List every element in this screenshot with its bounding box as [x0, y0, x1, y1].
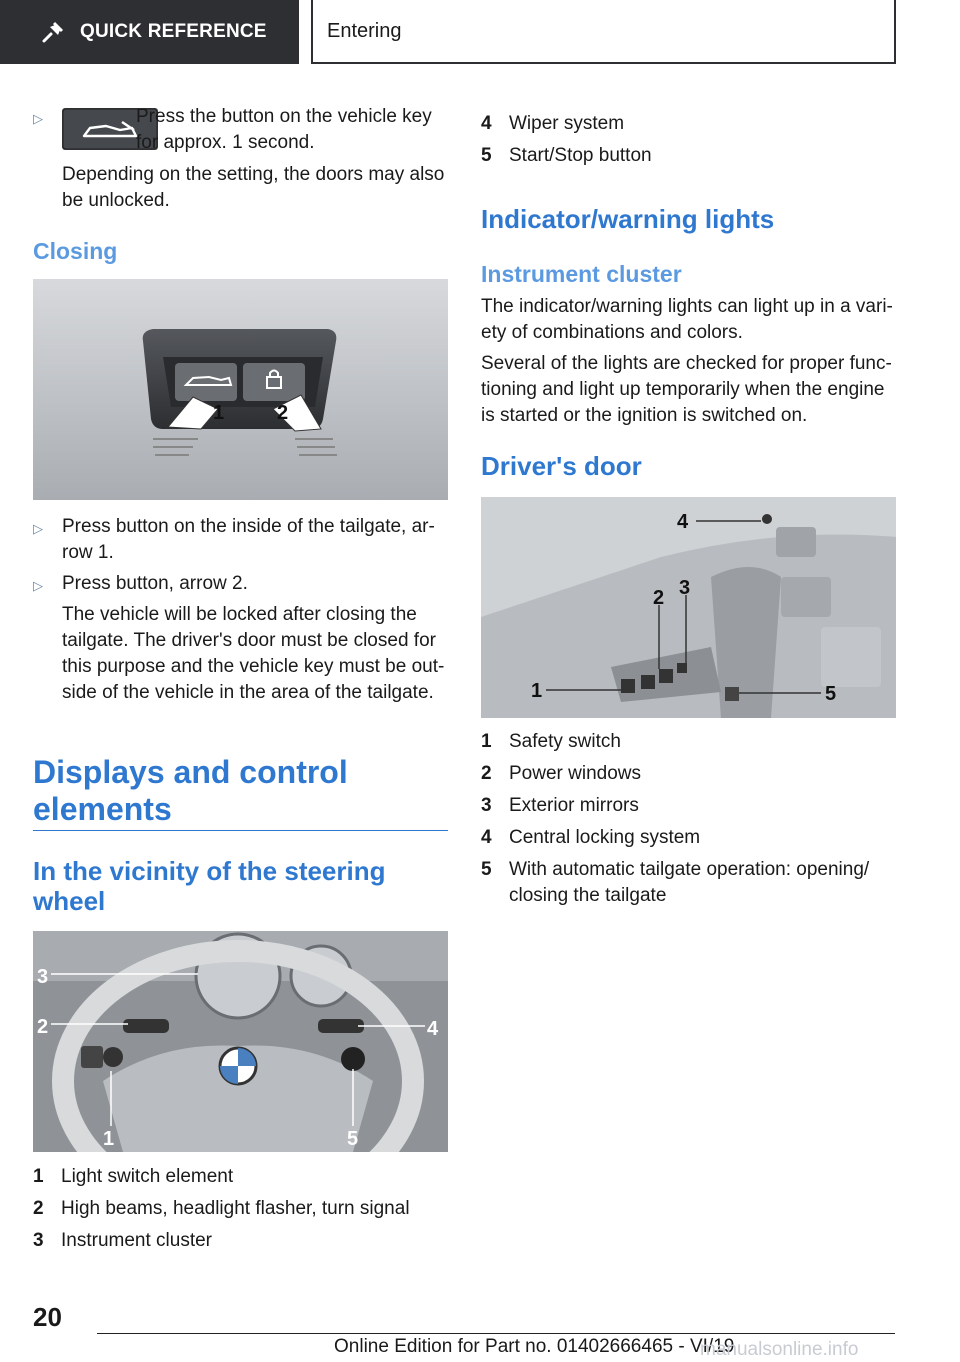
- item-text: Light switch element: [61, 1166, 234, 1187]
- fig-label-2: 2: [653, 587, 665, 609]
- cluster-paragraph-2: Several of the lights are checked for proper func-tioning and light up temporarily when the engine is started or the ignition is switched on.: [481, 353, 892, 426]
- list-item: [481, 111, 896, 143]
- closing-step-text: Press button on the inside of the tailgate, ar-row 1.: [62, 516, 435, 563]
- item-text: Exterior mirrors: [509, 795, 639, 816]
- item-number: 4: [481, 113, 492, 134]
- indicator-heading: Indicator/warning lights: [481, 204, 775, 234]
- triangle-bullet-icon: ▷: [33, 111, 43, 126]
- item-text: Safety switch: [509, 731, 621, 752]
- drivers-door-photo: [481, 497, 896, 718]
- item-text: Instrument cluster: [61, 1230, 212, 1251]
- fig-label-3: 3: [679, 577, 691, 599]
- tab-label: Entering: [327, 19, 402, 42]
- tab-quick-reference[interactable]: [0, 0, 299, 64]
- item-number: 1: [33, 1166, 44, 1187]
- steering-wheel-photo: [33, 931, 448, 1152]
- watermark: manualsonline.info: [700, 1339, 859, 1360]
- list-item: [481, 793, 896, 825]
- cluster-paragraph-1: The indicator/warning lights can light up in a vari-ety of combinations and colors.: [481, 296, 893, 343]
- item-text: Central locking system: [509, 827, 701, 848]
- door-heading: Driver's door: [481, 451, 642, 481]
- list-item: [481, 143, 896, 175]
- cluster-heading: Instrument cluster: [481, 261, 682, 287]
- list-item: [481, 857, 896, 915]
- page-number: 20: [33, 1302, 62, 1332]
- item-text: Start/Stop button: [509, 145, 652, 166]
- fig-label-2: 2: [37, 1016, 49, 1038]
- tailgate-buttons-photo: [33, 279, 448, 500]
- item-text: With automatic tailgate operation: opening/ closing the tailgate: [509, 859, 870, 906]
- tab-label: QUICK REFERENCE: [80, 21, 267, 42]
- item-number: 3: [33, 1230, 44, 1251]
- closing-step-1: [33, 514, 448, 566]
- door-list: [481, 729, 896, 915]
- item-number: 2: [33, 1198, 44, 1219]
- item-text: Power windows: [509, 763, 641, 784]
- heading-rule: [33, 830, 448, 831]
- triangle-bullet-icon: ▷: [33, 578, 43, 593]
- item-text: High beams, headlight flasher, turn signal: [61, 1198, 410, 1219]
- item-number: 5: [481, 145, 492, 166]
- list-item: [33, 1164, 448, 1196]
- item-text: Wiper system: [509, 113, 625, 134]
- fig-label-5: 5: [825, 683, 837, 705]
- fig-label-4: 4: [427, 1018, 439, 1040]
- item-number: 5: [481, 859, 492, 880]
- displays-heading: Displays and control elements: [33, 754, 348, 827]
- closing-heading: Closing: [33, 238, 118, 264]
- steering-heading: In the vicinity of the steering wheel: [33, 856, 386, 916]
- fig-label-1: 1: [531, 680, 543, 702]
- key-note: Depending on the setting, the doors may also be unlocked.: [62, 164, 445, 211]
- list-item: [33, 1228, 448, 1260]
- item-number: 3: [481, 795, 492, 816]
- list-item: [481, 825, 896, 857]
- map-pin-icon: [40, 19, 66, 45]
- item-number: 2: [481, 763, 492, 784]
- fig-label-1: 1: [213, 402, 225, 424]
- item-number: 4: [481, 827, 492, 848]
- closing-step-2: [33, 571, 448, 597]
- tab-entering[interactable]: [311, 0, 896, 64]
- closing-note: The vehicle will be locked after closing the tailgate. The driver's door must be closed for this purpose and the vehicle key must be out-side of the vehicle in the area of the tailgate.: [62, 604, 445, 703]
- key-press-text: Press the button on the vehicle key for approx. 1 second.: [136, 106, 432, 153]
- fig-label-1: 1: [103, 1128, 115, 1150]
- fig-label-5: 5: [347, 1128, 359, 1150]
- closing-step-text: Press button, arrow 2.: [62, 573, 248, 594]
- fig-label-2: 2: [277, 402, 289, 424]
- fig-label-3: 3: [37, 966, 49, 988]
- list-item: [33, 1196, 448, 1228]
- triangle-bullet-icon: ▷: [33, 521, 43, 536]
- steering-list-cont: [481, 111, 896, 175]
- steering-list: [33, 1164, 448, 1260]
- fig-label-4: 4: [677, 511, 689, 533]
- list-item: [481, 761, 896, 793]
- list-item: [481, 729, 896, 761]
- footer-rule: [97, 1333, 895, 1334]
- item-number: 1: [481, 731, 492, 752]
- edition-text: Online Edition for Part no. 01402666465 - VI/19: [334, 1336, 735, 1357]
